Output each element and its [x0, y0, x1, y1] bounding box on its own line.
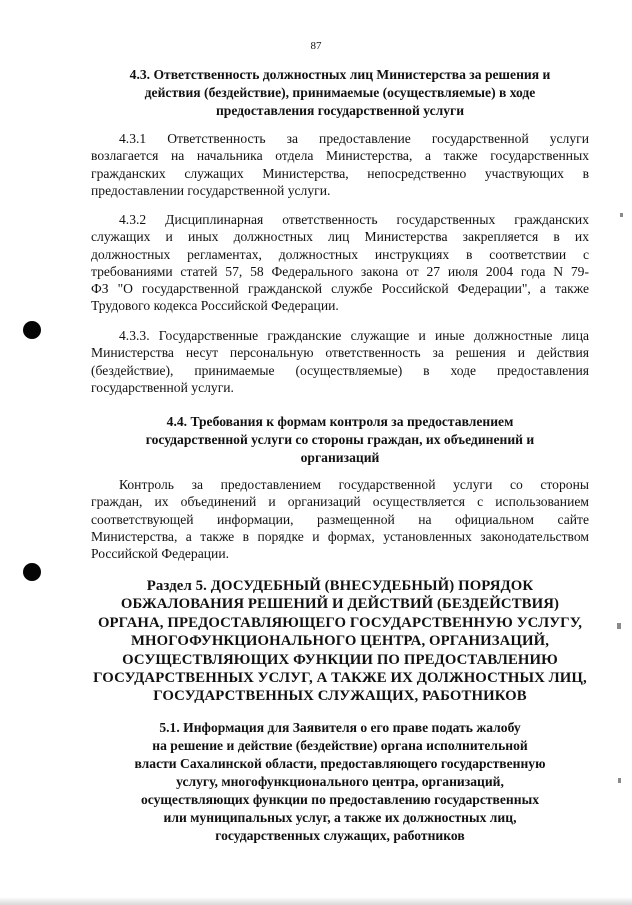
page-number: 87 — [310, 40, 322, 52]
text-line: граждан, их объединений и организаций осуществляется с использованием — [91, 494, 589, 510]
scan-speck-mark — [618, 778, 621, 783]
heading-line: предоставления государственной услуги — [215, 103, 465, 118]
heading-line: государственной услуги со стороны граждан, их объединений и — [145, 432, 535, 447]
scan-bottom-edge — [0, 897, 632, 905]
text-line: 4.3.2 Дисциплинарная ответственность государственных гражданских — [119, 212, 589, 227]
text-line: ФЗ "О государственной гражданской службе Российской Федерации", а также — [91, 281, 589, 297]
text-line: служащих и иных должностных лиц Министерства закрепляется в их — [91, 229, 589, 245]
heading-line: или муниципальных услуг, а также их должностных лиц, — [163, 810, 517, 825]
title-line: ГОСУДАРСТВЕННЫХ УСЛУГ, А ТАКЖЕ ИХ ДОЛЖНОСТНЫХ ЛИЦ, — [93, 670, 587, 687]
text-line: соответствующей информации, размещенной на официальном сайте — [91, 511, 589, 527]
scan-speck-mark — [617, 623, 621, 629]
heading-line: 4.3. Ответственность должностных лиц Министерства за решения и — [129, 67, 551, 82]
title-line: МНОГОФУНКЦИОНАЛЬНОГО ЦЕНТРА, ОРГАНИЗАЦИЙ, — [130, 633, 550, 650]
title-line: ОРГАНА, ПРЕДОСТАВЛЯЮЩЕГО ГОСУДАРСТВЕННУЮ УСЛУГУ, — [97, 614, 583, 631]
paragraph-4-3-1 — [91, 130, 589, 199]
heading-line: власти Сахалинской области, предоставляющего государственную — [134, 756, 546, 771]
text-line: 4.3.3. Государственные гражданские служащие и иные должностные лица — [119, 328, 589, 343]
heading-line: 5.1. Информация для Заявителя о его праве подать жалобу — [159, 720, 521, 735]
text-line: Министерства, а также в порядке и формах, установленных законодательством — [91, 528, 589, 544]
title-line: ОБЖАЛОВАНИЯ РЕШЕНИЙ И ДЕЙСТВИЙ (БЕЗДЕЙСТВИЯ) — [120, 596, 560, 613]
text-line: Министерства несут персональную ответственность за решения и действия — [91, 345, 589, 361]
title-line: Раздел 5. ДОСУДЕБНЫЙ (ВНЕСУДЕБНЫЙ) ПОРЯДОК — [146, 578, 534, 594]
text-line: Контроль за предоставлением государственной услуги со стороны — [119, 477, 589, 492]
heading-line: услугу, многофункционального центра, организаций, — [176, 774, 504, 789]
title-line: ГОСУДАРСТВЕННЫХ СЛУЖАЩИХ, РАБОТНИКОВ — [153, 688, 527, 705]
heading-line: осуществляющих функции по предоставлению государственных — [140, 792, 539, 807]
paragraph-4-3-3 — [91, 327, 589, 396]
heading-5-1 — [96, 719, 584, 845]
punch-hole-mark — [23, 563, 41, 581]
text-line: государственной услуги. — [91, 379, 234, 395]
heading-line: действия (бездействие), принимаемые (осуществляемые) в ходе — [144, 85, 536, 100]
text-line: Российской Федерации. — [91, 546, 229, 562]
title-line: ОСУЩЕСТВЛЯЮЩИХ ФУНКЦИИ ПО ПРЕДОСТАВЛЕНИЮ — [122, 651, 558, 668]
heading-4-3 — [96, 66, 584, 120]
section-5-title — [86, 577, 594, 706]
text-line: возлагается на начальника отдела Министерства, а также государственных — [91, 148, 589, 164]
text-line: Трудового кодекса Российской Федерации. — [91, 298, 339, 314]
text-line: (бездействие), принимаемые (осуществляемые) в ходе предоставления — [91, 362, 589, 378]
text-line: предоставлении государственной услуги. — [91, 182, 331, 198]
heading-line: государственных служащих, работников — [215, 828, 465, 843]
paragraph-4-4 — [91, 476, 589, 562]
scan-speck-mark — [620, 213, 623, 217]
text-line: требованиями статей 57, 58 Федерального закона от 27 июля 2004 года N 79- — [91, 263, 589, 279]
paragraph-4-3-2 — [91, 211, 589, 315]
text-line: 4.3.1 Ответственность за предоставление государственной услуги — [119, 131, 589, 146]
text-line: должностных регламентах, должностных инструкциях в соответствии с — [91, 246, 589, 262]
heading-line: 4.4. Требования к формам контроля за предоставлением — [166, 414, 514, 429]
punch-hole-mark — [23, 321, 41, 339]
text-line: гражданских служащих Министерства, непосредственно участвующих в — [91, 165, 589, 181]
heading-line: организаций — [300, 450, 380, 465]
heading-line: на решение и действие (бездействие) органа исполнительной — [152, 738, 528, 753]
heading-4-4 — [96, 413, 584, 467]
